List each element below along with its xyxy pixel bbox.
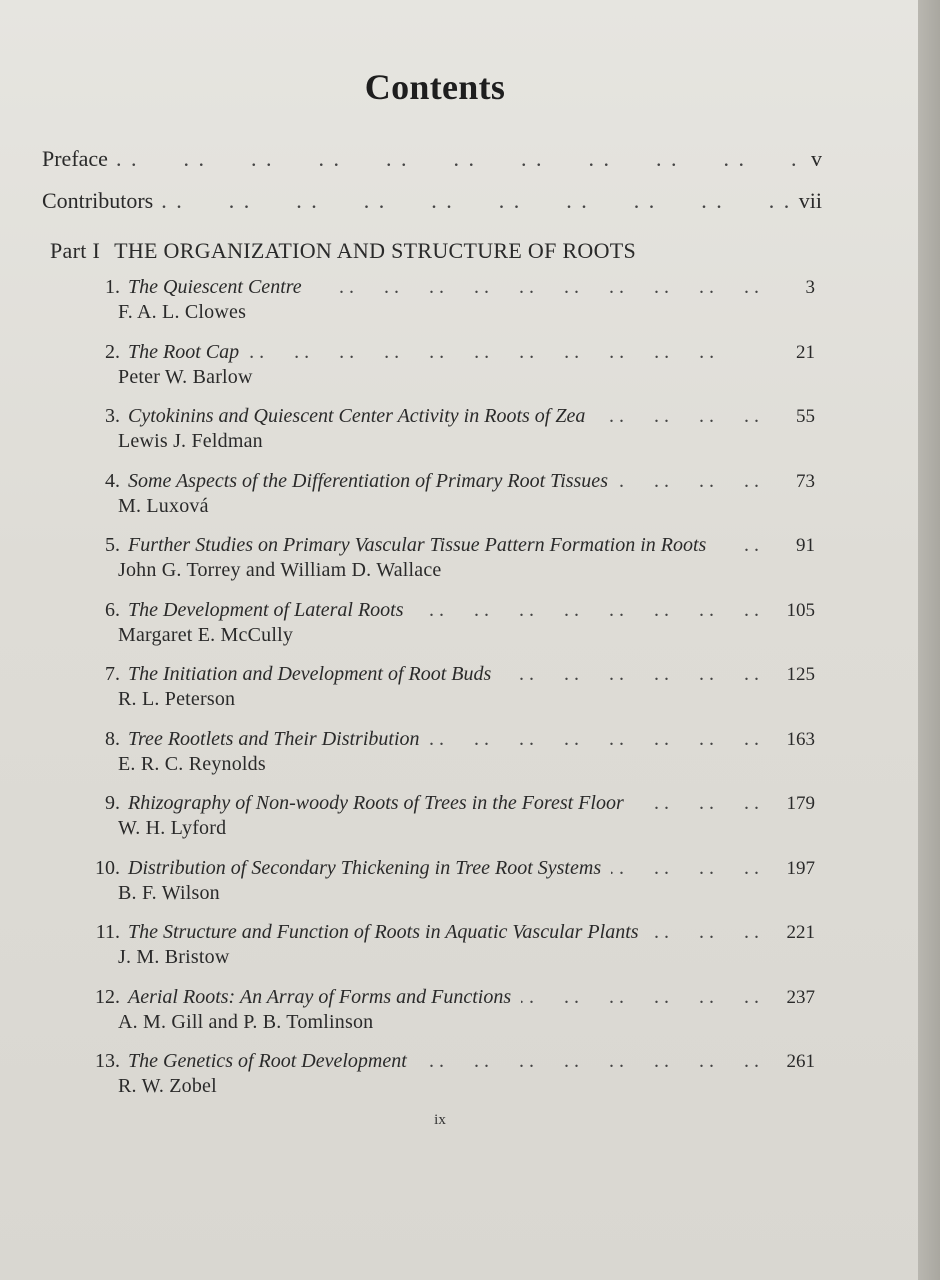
chapter-number: 11. bbox=[95, 921, 120, 943]
dot-leader bbox=[618, 470, 759, 493]
dot-leader bbox=[649, 921, 759, 944]
chapter-title: Rhizography of Non-woody Roots of Trees in the Forest Floor bbox=[128, 792, 624, 814]
chapter-line bbox=[80, 728, 815, 751]
chapter-number: 10. bbox=[95, 856, 120, 879]
chapter-entry bbox=[80, 341, 815, 406]
dot-leader bbox=[611, 857, 759, 880]
chapter-number: 6. bbox=[105, 598, 120, 621]
dot-leader bbox=[414, 599, 759, 622]
chapter-line bbox=[80, 792, 815, 815]
chapter-entry bbox=[80, 1050, 815, 1115]
toc-entry-preface bbox=[42, 146, 822, 172]
chapter-entry bbox=[80, 534, 815, 599]
chapter-author: R. L. Peterson bbox=[118, 688, 236, 710]
dot-leader bbox=[501, 663, 759, 686]
toc-entry-contributors bbox=[42, 188, 822, 214]
chapter-title: Distribution of Secondary Thickening in Tree Root Systems bbox=[128, 856, 602, 879]
chapter-line bbox=[80, 599, 815, 622]
chapter-author: W. H. Lyford bbox=[118, 817, 227, 839]
chapter-entry bbox=[80, 857, 815, 922]
page-title: Contents bbox=[364, 67, 506, 107]
part-heading bbox=[50, 238, 636, 264]
chapter-entry bbox=[80, 470, 815, 535]
chapter-page: 3 bbox=[805, 277, 815, 298]
chapter-entry bbox=[80, 921, 815, 986]
chapter-number: 7. bbox=[105, 663, 120, 685]
dot-leader bbox=[595, 405, 759, 428]
chapter-number: 9. bbox=[105, 792, 120, 814]
chapter-author: B. F. Wilson bbox=[118, 881, 220, 904]
chapter-author: E. R. C. Reynolds bbox=[118, 752, 266, 775]
chapter-entry bbox=[80, 986, 815, 1051]
dot-leader bbox=[312, 276, 759, 299]
chapter-page: 55 bbox=[796, 406, 815, 427]
chapter-title: The Root Cap bbox=[128, 340, 240, 363]
chapter-number: 1. bbox=[105, 276, 120, 298]
chapter-list bbox=[80, 276, 815, 1115]
chapter-number: 8. bbox=[105, 727, 120, 750]
chapter-author: Margaret E. McCully bbox=[118, 623, 294, 646]
dot-leader bbox=[430, 728, 760, 751]
chapter-line bbox=[80, 470, 815, 493]
chapter-entry bbox=[80, 405, 815, 470]
chapter-page: 237 bbox=[786, 986, 815, 1008]
dot-leader bbox=[716, 534, 759, 557]
toc-entry-page: v bbox=[811, 146, 822, 171]
dot-leader bbox=[161, 188, 791, 214]
chapter-number: 2. bbox=[105, 340, 120, 363]
chapter-entry bbox=[80, 599, 815, 664]
chapter-line bbox=[80, 921, 815, 944]
chapter-line bbox=[80, 1050, 815, 1073]
chapter-entry bbox=[80, 663, 815, 728]
chapter-page: 197 bbox=[786, 857, 815, 879]
chapter-author: A. M. Gill and P. B. Tomlinson bbox=[118, 1010, 374, 1033]
chapter-page: 73 bbox=[796, 470, 815, 492]
chapter-page: 91 bbox=[796, 535, 815, 556]
chapter-line bbox=[80, 534, 815, 557]
page-number: ix bbox=[434, 1112, 446, 1128]
chapter-number: 5. bbox=[105, 534, 120, 556]
dot-leader bbox=[634, 792, 759, 815]
chapter-author: R. W. Zobel bbox=[118, 1075, 217, 1097]
chapter-line bbox=[80, 857, 815, 880]
chapter-line bbox=[80, 405, 815, 428]
chapter-title: The Structure and Function of Roots in Aquatic Vascular Plants bbox=[128, 921, 639, 943]
toc-entry-label: Contributors bbox=[42, 188, 154, 213]
chapter-title: The Development of Lateral Roots bbox=[128, 598, 404, 621]
chapter-entry bbox=[80, 792, 815, 857]
chapter-page: 261 bbox=[786, 1051, 815, 1072]
chapter-title: The Genetics of Root Development bbox=[128, 1050, 407, 1072]
part-title: THE ORGANIZATION AND STRUCTURE OF ROOTS bbox=[114, 238, 637, 263]
chapter-author: F. A. L. Clowes bbox=[118, 301, 247, 323]
chapter-page: 125 bbox=[786, 664, 815, 685]
chapter-number: 3. bbox=[105, 405, 120, 427]
chapter-line bbox=[80, 276, 815, 299]
toc-entry-page: vii bbox=[798, 188, 822, 213]
chapter-author: Lewis J. Feldman bbox=[118, 430, 263, 452]
dot-leader bbox=[417, 1050, 759, 1073]
chapter-number: 12. bbox=[95, 985, 120, 1008]
chapter-page: 163 bbox=[786, 728, 815, 750]
chapter-number: 4. bbox=[105, 469, 120, 492]
chapter-author: John G. Torrey and William D. Wallace bbox=[118, 559, 442, 581]
chapter-entry bbox=[80, 276, 815, 341]
chapter-author: J. M. Bristow bbox=[118, 946, 230, 968]
chapter-author: M. Luxová bbox=[118, 494, 209, 517]
chapter-title: Some Aspects of the Differentiation of Primary Root Tissues bbox=[128, 469, 608, 492]
chapter-title: The Quiescent Centre bbox=[128, 276, 302, 298]
chapter-line bbox=[80, 986, 815, 1009]
dot-leader bbox=[116, 146, 803, 172]
toc-entry-label: Preface bbox=[42, 146, 108, 171]
chapter-page: 105 bbox=[786, 599, 815, 621]
chapter-line bbox=[80, 663, 815, 686]
page-edge bbox=[918, 0, 940, 1280]
chapter-page: 21 bbox=[796, 341, 815, 363]
chapter-line bbox=[80, 341, 815, 364]
chapter-title: Tree Rootlets and Their Distribution bbox=[128, 727, 420, 750]
chapter-title: Aerial Roots: An Array of Forms and Functions bbox=[128, 985, 512, 1008]
chapter-page: 221 bbox=[786, 922, 815, 943]
dot-leader bbox=[249, 341, 759, 364]
chapter-title: Further Studies on Primary Vascular Tissue Pattern Formation in Roots bbox=[128, 534, 707, 556]
chapter-title: Cytokinins and Quiescent Center Activity in Roots of Zea bbox=[128, 405, 586, 427]
chapter-number: 13. bbox=[95, 1050, 120, 1072]
chapter-author: Peter W. Barlow bbox=[118, 365, 253, 388]
dot-leader bbox=[521, 986, 759, 1009]
chapter-entry bbox=[80, 728, 815, 793]
part-label: Part I bbox=[50, 238, 101, 263]
chapter-page: 179 bbox=[786, 793, 815, 814]
chapter-title: The Initiation and Development of Root Buds bbox=[128, 663, 492, 685]
